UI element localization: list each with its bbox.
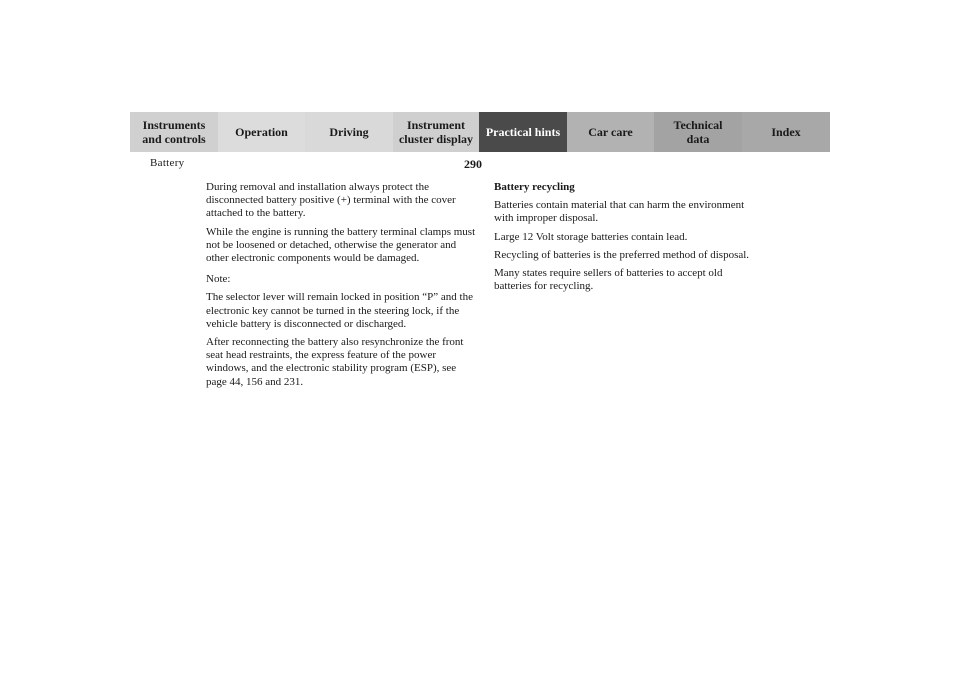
paragraph: During removal and installation always protect the disconnected battery positive (+) terminal with the cover attached to the battery. — [206, 181, 456, 220]
tab-index[interactable]: Index — [742, 112, 830, 152]
note-label: Note: — [206, 273, 231, 286]
tab-driving[interactable]: Driving — [305, 112, 393, 152]
left-column — [206, 181, 478, 394]
paragraph: Recycling of batteries is the preferred method of disposal. — [494, 248, 750, 261]
tab-technical-data[interactable]: Technical data — [654, 112, 742, 152]
page-number: 290 — [464, 157, 482, 171]
tab-practical-hints[interactable]: Practical hints — [479, 112, 567, 152]
tab-instrument-cluster-display[interactable]: Instrument cluster display — [393, 112, 479, 152]
paragraph: While the engine is running the battery terminal clamps must not be loosened or detached, otherwise the generator and other electronic components would be damaged. — [206, 225, 476, 265]
section-title: Battery — [150, 157, 185, 169]
paragraph: Batteries contain material that can harm the environment with improper disposal. — [494, 199, 745, 225]
section-heading: Battery recycling — [494, 181, 575, 193]
right-column — [494, 181, 754, 298]
paragraph: Many states require sellers of batteries to accept old batteries for recycling. — [494, 267, 723, 293]
tab-car-care[interactable]: Car care — [567, 112, 654, 152]
tab-operation[interactable]: Operation — [218, 112, 305, 152]
paragraph: After reconnecting the battery also resynchronize the front seat head restraints, the express feature of the power windows, and the electronic stability program (ESP), see page 44, 156 and 231. — [206, 336, 464, 388]
chapter-tabs — [130, 112, 830, 152]
paragraph: The selector lever will remain locked in position “P” and the electronic key cannot be turned in the steering lock, if the vehicle battery is disconnected or discharged. — [206, 291, 473, 330]
paragraph: Large 12 Volt storage batteries contain lead. — [494, 230, 688, 243]
tab-instruments-and-controls[interactable]: Instruments and controls — [130, 112, 218, 152]
